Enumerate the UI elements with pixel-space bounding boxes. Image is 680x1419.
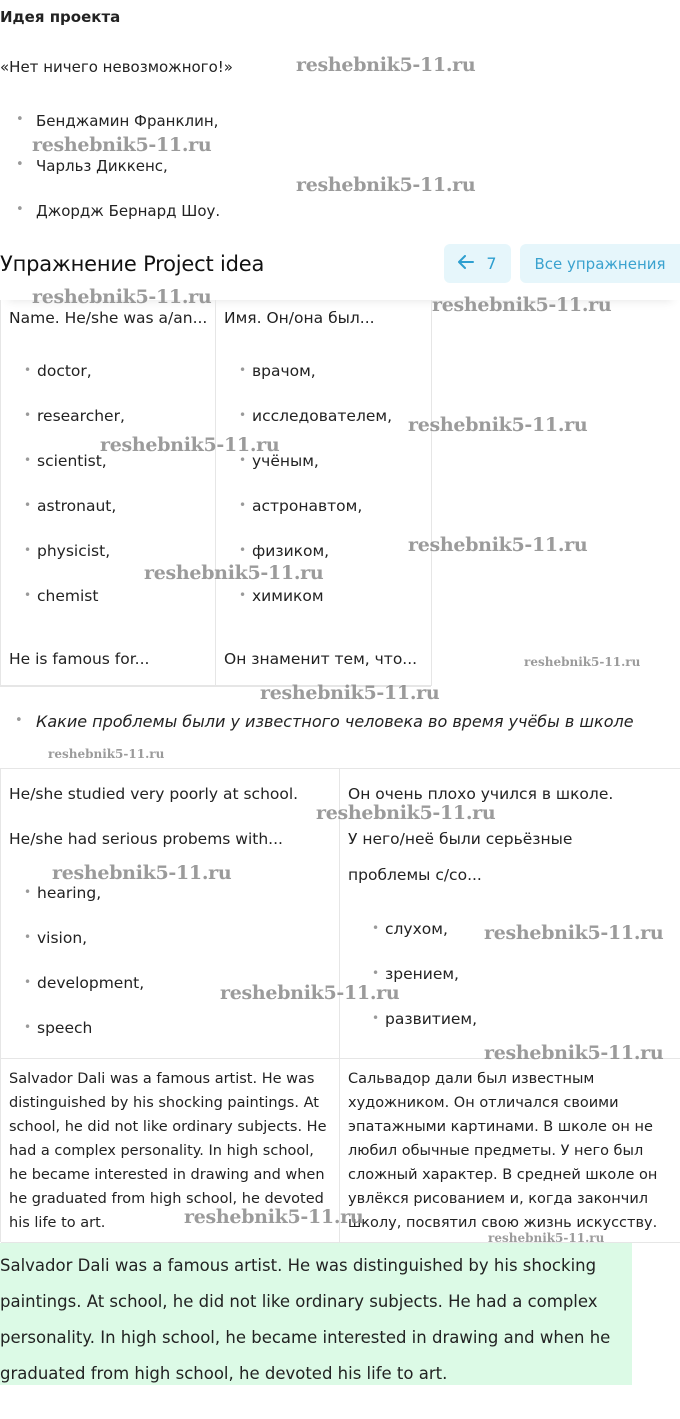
table1-en-cell [1, 300, 216, 686]
exercise-title: Упражнение Project idea [0, 252, 265, 276]
list-item: • hearing, [1, 884, 101, 902]
watermark: reshebnik5-11.ru [316, 802, 496, 824]
answer-block [0, 1243, 632, 1385]
watermark: reshebnik5-11.ru [432, 294, 612, 316]
list-item: • speech [1, 1019, 92, 1037]
vocab-table-1 [0, 300, 431, 687]
list-item: • astronaut, [1, 497, 116, 515]
answer-text: Salvador Dali was a famous artist. He was distinguished by his shocking paintings. At school, he did not like ordinary subjects. He had a complex personality. In high school, he became interested in drawing and when he graduated from high school, he devoted his life to art. [0, 1256, 611, 1383]
back-button-label: 7 [486, 254, 497, 273]
watermark: reshebnik5-11.ru [184, 1206, 364, 1228]
table2-en-cell [1, 769, 340, 1059]
list-item: • исследователем, [216, 407, 392, 425]
russian-paragraph: Сальвадор дали был известным художником. Он отличался своими эпатажными картинами. В школе он не любил обычные предметы. У него был сложный характер. В средней школе он увлёкся рисованием и, когда закончил школу, посвятил свою жизнь искусству. [348, 1071, 658, 1231]
table2-en-line1: He/she studied very poorly at school. [9, 785, 299, 803]
idea-title: Идея проекта [0, 8, 121, 26]
list-item: • учёным, [216, 452, 319, 470]
table1-ru-foot: Он знаменит тем, что... [224, 650, 418, 668]
vocab-table-2 [0, 768, 680, 1242]
table1-en-head: Name. He/she was a/an... [9, 309, 208, 327]
watermark: reshebnik5-11.ru [100, 434, 280, 456]
list-item: • physicist, [1, 542, 110, 560]
watermark: reshebnik5-11.ru [32, 134, 212, 156]
watermark: reshebnik5-11.ru [296, 174, 476, 196]
list-item: • развитием, [349, 1010, 477, 1028]
list-item: • vision, [1, 929, 87, 947]
table2-ru-cell [340, 769, 680, 1059]
back-button[interactable] [444, 244, 511, 283]
watermark: reshebnik5-11.ru [32, 286, 212, 308]
watermark: reshebnik5-11.ru [220, 982, 400, 1004]
list-item: • development, [1, 974, 144, 992]
table1-ru-cell [216, 300, 432, 686]
list-item: • doctor, [1, 362, 92, 380]
watermark: reshebnik5-11.ru [488, 1231, 605, 1245]
question-item: • Какие проблемы были у известного человека во время учёбы в школе [0, 712, 634, 731]
watermark: reshebnik5-11.ru [524, 655, 641, 669]
author-item: • Чарльз Диккенс, [0, 157, 168, 175]
watermark: reshebnik5-11.ru [260, 682, 440, 704]
exercise-header [0, 238, 680, 300]
table1-en-foot: He is famous for... [9, 650, 150, 668]
watermark: reshebnik5-11.ru [48, 747, 165, 761]
list-item: • астронавтом, [216, 497, 362, 515]
watermark: reshebnik5-11.ru [408, 534, 588, 556]
author-item: • Бенджамин Франклин, [0, 112, 218, 130]
table2-ru-line2a: У него/неё были серьёзные [348, 830, 573, 848]
list-item: • researcher, [1, 407, 125, 425]
table2-en-paragraph-cell [1, 1059, 340, 1243]
arrow-left-icon [458, 254, 474, 273]
quote: «Нет ничего невозможного!» [0, 58, 233, 76]
watermark: reshebnik5-11.ru [484, 922, 664, 944]
list-item: • chemist [1, 587, 98, 605]
list-item: • физиком, [216, 542, 329, 560]
list-item: • scientist, [1, 452, 107, 470]
table2-ru-line2b: проблемы с/со... [348, 866, 482, 884]
list-item: • слухом, [349, 920, 448, 938]
table2-en-line2: He/she had serious probems with... [9, 830, 283, 848]
author-item: • Джордж Бернард Шоу. [0, 202, 220, 220]
table2-ru-line1: Он очень плохо учился в школе. [348, 785, 614, 803]
all-exercises-button[interactable]: Все упражнения [520, 244, 680, 283]
list-item: • врачом, [216, 362, 316, 380]
table1-ru-head: Имя. Он/она был... [224, 309, 375, 327]
watermark: reshebnik5-11.ru [52, 862, 232, 884]
list-item: • зрением, [349, 965, 459, 983]
watermark: reshebnik5-11.ru [408, 414, 588, 436]
watermark: reshebnik5-11.ru [484, 1042, 664, 1064]
table2-ru-paragraph-cell [340, 1059, 680, 1243]
list-item: • химиком [216, 587, 324, 605]
watermark: reshebnik5-11.ru [144, 562, 324, 584]
watermark: reshebnik5-11.ru [296, 54, 476, 76]
english-paragraph: Salvador Dali was a famous artist. He was distinguished by his shocking paintings. At school, he did not like ordinary subjects. He had a complex personality. In high school, he became interested in drawing and when he graduated from high school, he devoted his life to art. [9, 1071, 327, 1231]
